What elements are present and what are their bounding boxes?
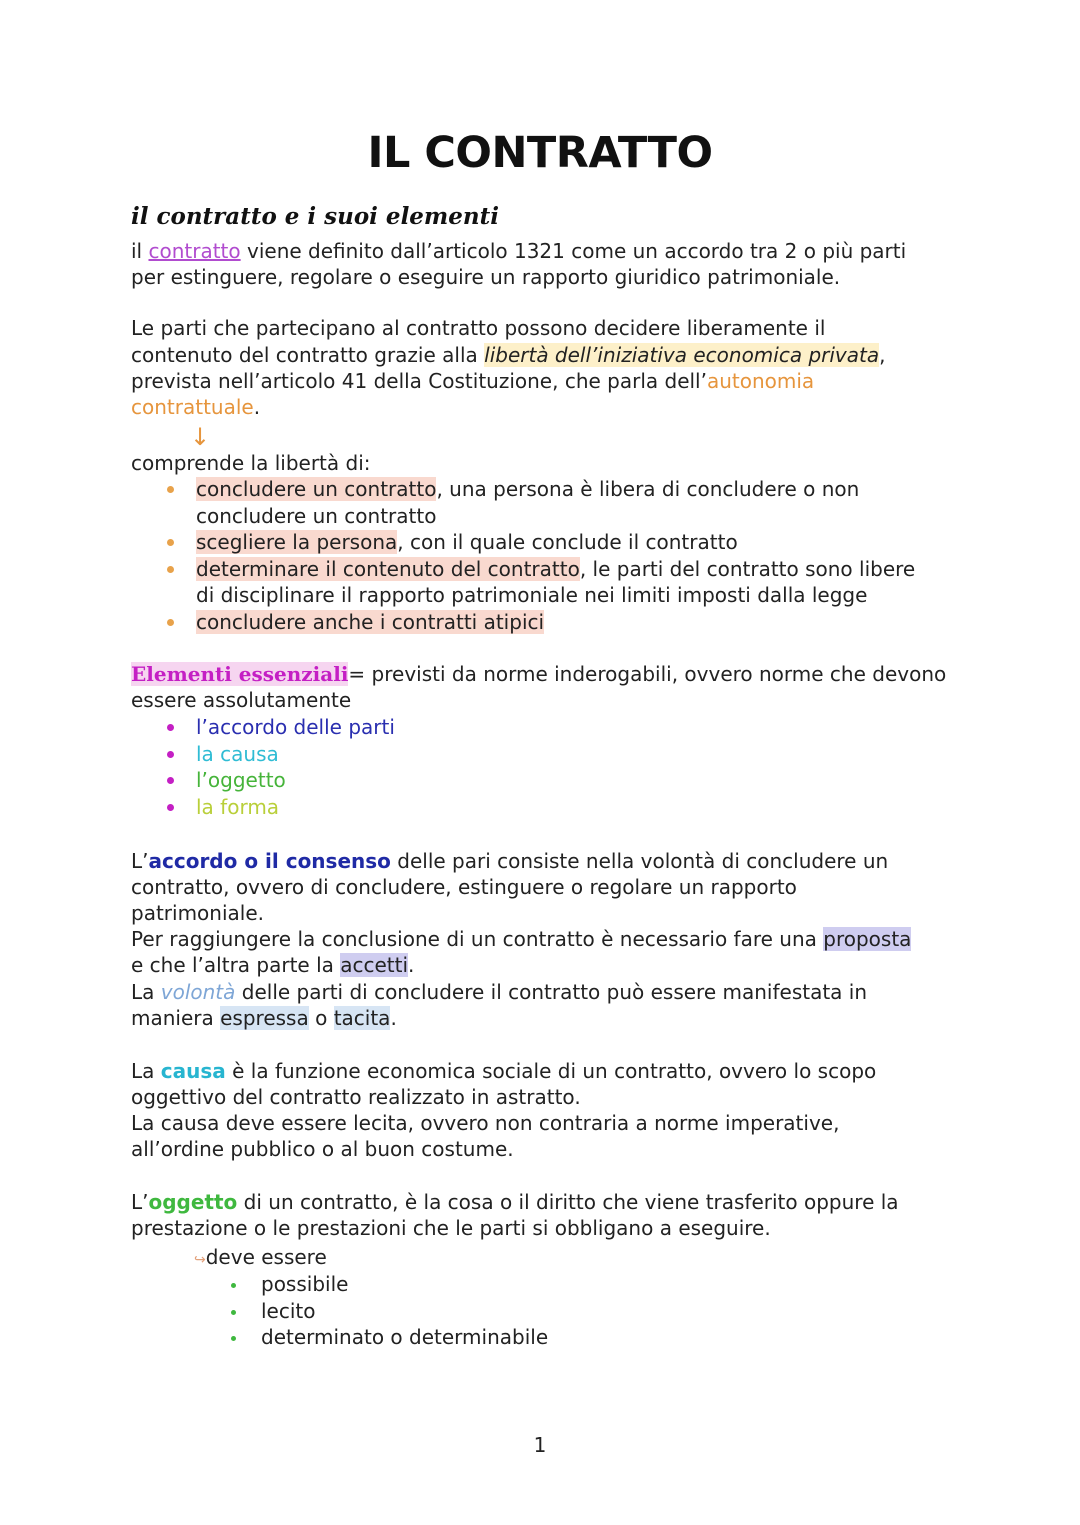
list-item: possibile (261, 1271, 548, 1298)
list-item: l’oggetto (196, 767, 395, 794)
accordo-paragraph-line: L’accordo o il consenso delle pari consiste nella volontà di concludere un (131, 849, 889, 873)
return-arrow-icon: ↪ (194, 1252, 206, 1268)
contratto-link[interactable]: contratto (148, 239, 241, 263)
oggetto-paragraph-line: L’oggetto di un contratto, è la cosa o il diritto che viene trasferito oppure la (131, 1190, 899, 1214)
page-number: 1 (533, 1433, 547, 1457)
autonomy-paragraph-line: prevista nell’articolo 41 della Costituzione, che parla dell’autonomia (131, 369, 815, 393)
bullet-icon (167, 804, 174, 811)
list-item: lecito (261, 1298, 548, 1325)
bullet-icon (167, 724, 174, 731)
page-title: IL CONTRATTO (367, 128, 713, 178)
autonomy-paragraph-line: contenuto del contratto grazie alla libertà dell’iniziativa economica privata, (131, 343, 886, 367)
elementi-list (196, 714, 395, 820)
bullet-icon (167, 486, 174, 493)
list-item: la forma (196, 794, 395, 821)
bullet-icon (167, 619, 174, 626)
section-subtitle: il contratto e i suoi elementi (131, 203, 499, 230)
causa-paragraph-line: La causa è la funzione economica sociale di un contratto, ovvero lo scopo (131, 1059, 877, 1083)
bullet-icon (167, 777, 174, 784)
accordo-paragraph-line: La volontà delle parti di concludere il contratto può essere manifestata in (131, 980, 868, 1004)
autonomy-paragraph-line: contrattuale. (131, 395, 261, 419)
accordo-paragraph-line: Per raggiungere la conclusione di un contratto è necessario fare una proposta (131, 927, 912, 951)
elementi-paragraph-line: essere assolutamente (131, 688, 352, 712)
autonomy-paragraph-line: Le parti che partecipano al contratto possono decidere liberamente il (131, 316, 826, 340)
list-item: scegliere la persona, con il quale conclude il contratto (196, 529, 915, 556)
elementi-essenziali-label: Elementi essenziali (131, 662, 349, 686)
list-item: la causa (196, 741, 395, 768)
accordo-paragraph-line: maniera espressa o tacita. (131, 1006, 397, 1030)
bullet-icon (167, 751, 174, 758)
comprende-label: comprende la libertà di: (131, 451, 371, 475)
deve-essere-line: ↪deve essere (194, 1245, 327, 1269)
accordo-paragraph-line: contratto, ovvero di concludere, estinguere o regolare un rapporto (131, 875, 797, 899)
oggetto-paragraph-line: prestazione o le prestazioni che le parti si obbligano a eseguire. (131, 1216, 771, 1240)
liberta-list (196, 476, 915, 635)
accordo-paragraph-line: patrimoniale. (131, 901, 264, 925)
down-arrow-icon: ↓ (190, 423, 211, 451)
list-item: l’accordo delle parti (196, 714, 395, 741)
bullet-icon (167, 539, 174, 546)
bullet-icon (231, 1283, 236, 1288)
causa-paragraph-line: all’ordine pubblico o al buon costume. (131, 1137, 514, 1161)
bullet-icon (167, 566, 174, 573)
oggetto-list (261, 1271, 548, 1351)
list-item: concludere un contratto, una persona è libera di concludere o non concludere un contratto (196, 476, 915, 529)
list-item: concludere anche i contratti atipici (196, 609, 915, 636)
liberta-highlight: libertà dell’iniziativa economica privata (484, 343, 880, 367)
intro-paragraph-line: il contratto viene definito dall’articolo 1321 come un accordo tra 2 o più parti (131, 239, 907, 263)
bullet-icon (231, 1310, 236, 1315)
bullet-icon (231, 1336, 236, 1341)
list-item: determinare il contenuto del contratto, le parti del contratto sono libere di disciplinare il rapporto patrimoniale nei limiti imposti dalla legge (196, 556, 915, 609)
elementi-paragraph-line: Elementi essenziali= previsti da norme inderogabili, ovvero norme che devono (131, 662, 947, 686)
causa-paragraph-line: La causa deve essere lecita, ovvero non contraria a norme imperative, (131, 1111, 840, 1135)
causa-paragraph-line: oggettivo del contratto realizzato in astratto. (131, 1085, 581, 1109)
accordo-paragraph-line: e che l’altra parte la accetti. (131, 953, 415, 977)
list-item: determinato o determinabile (261, 1324, 548, 1351)
intro-paragraph-line: per estinguere, regolare o eseguire un rapporto giuridico patrimoniale. (131, 265, 841, 289)
